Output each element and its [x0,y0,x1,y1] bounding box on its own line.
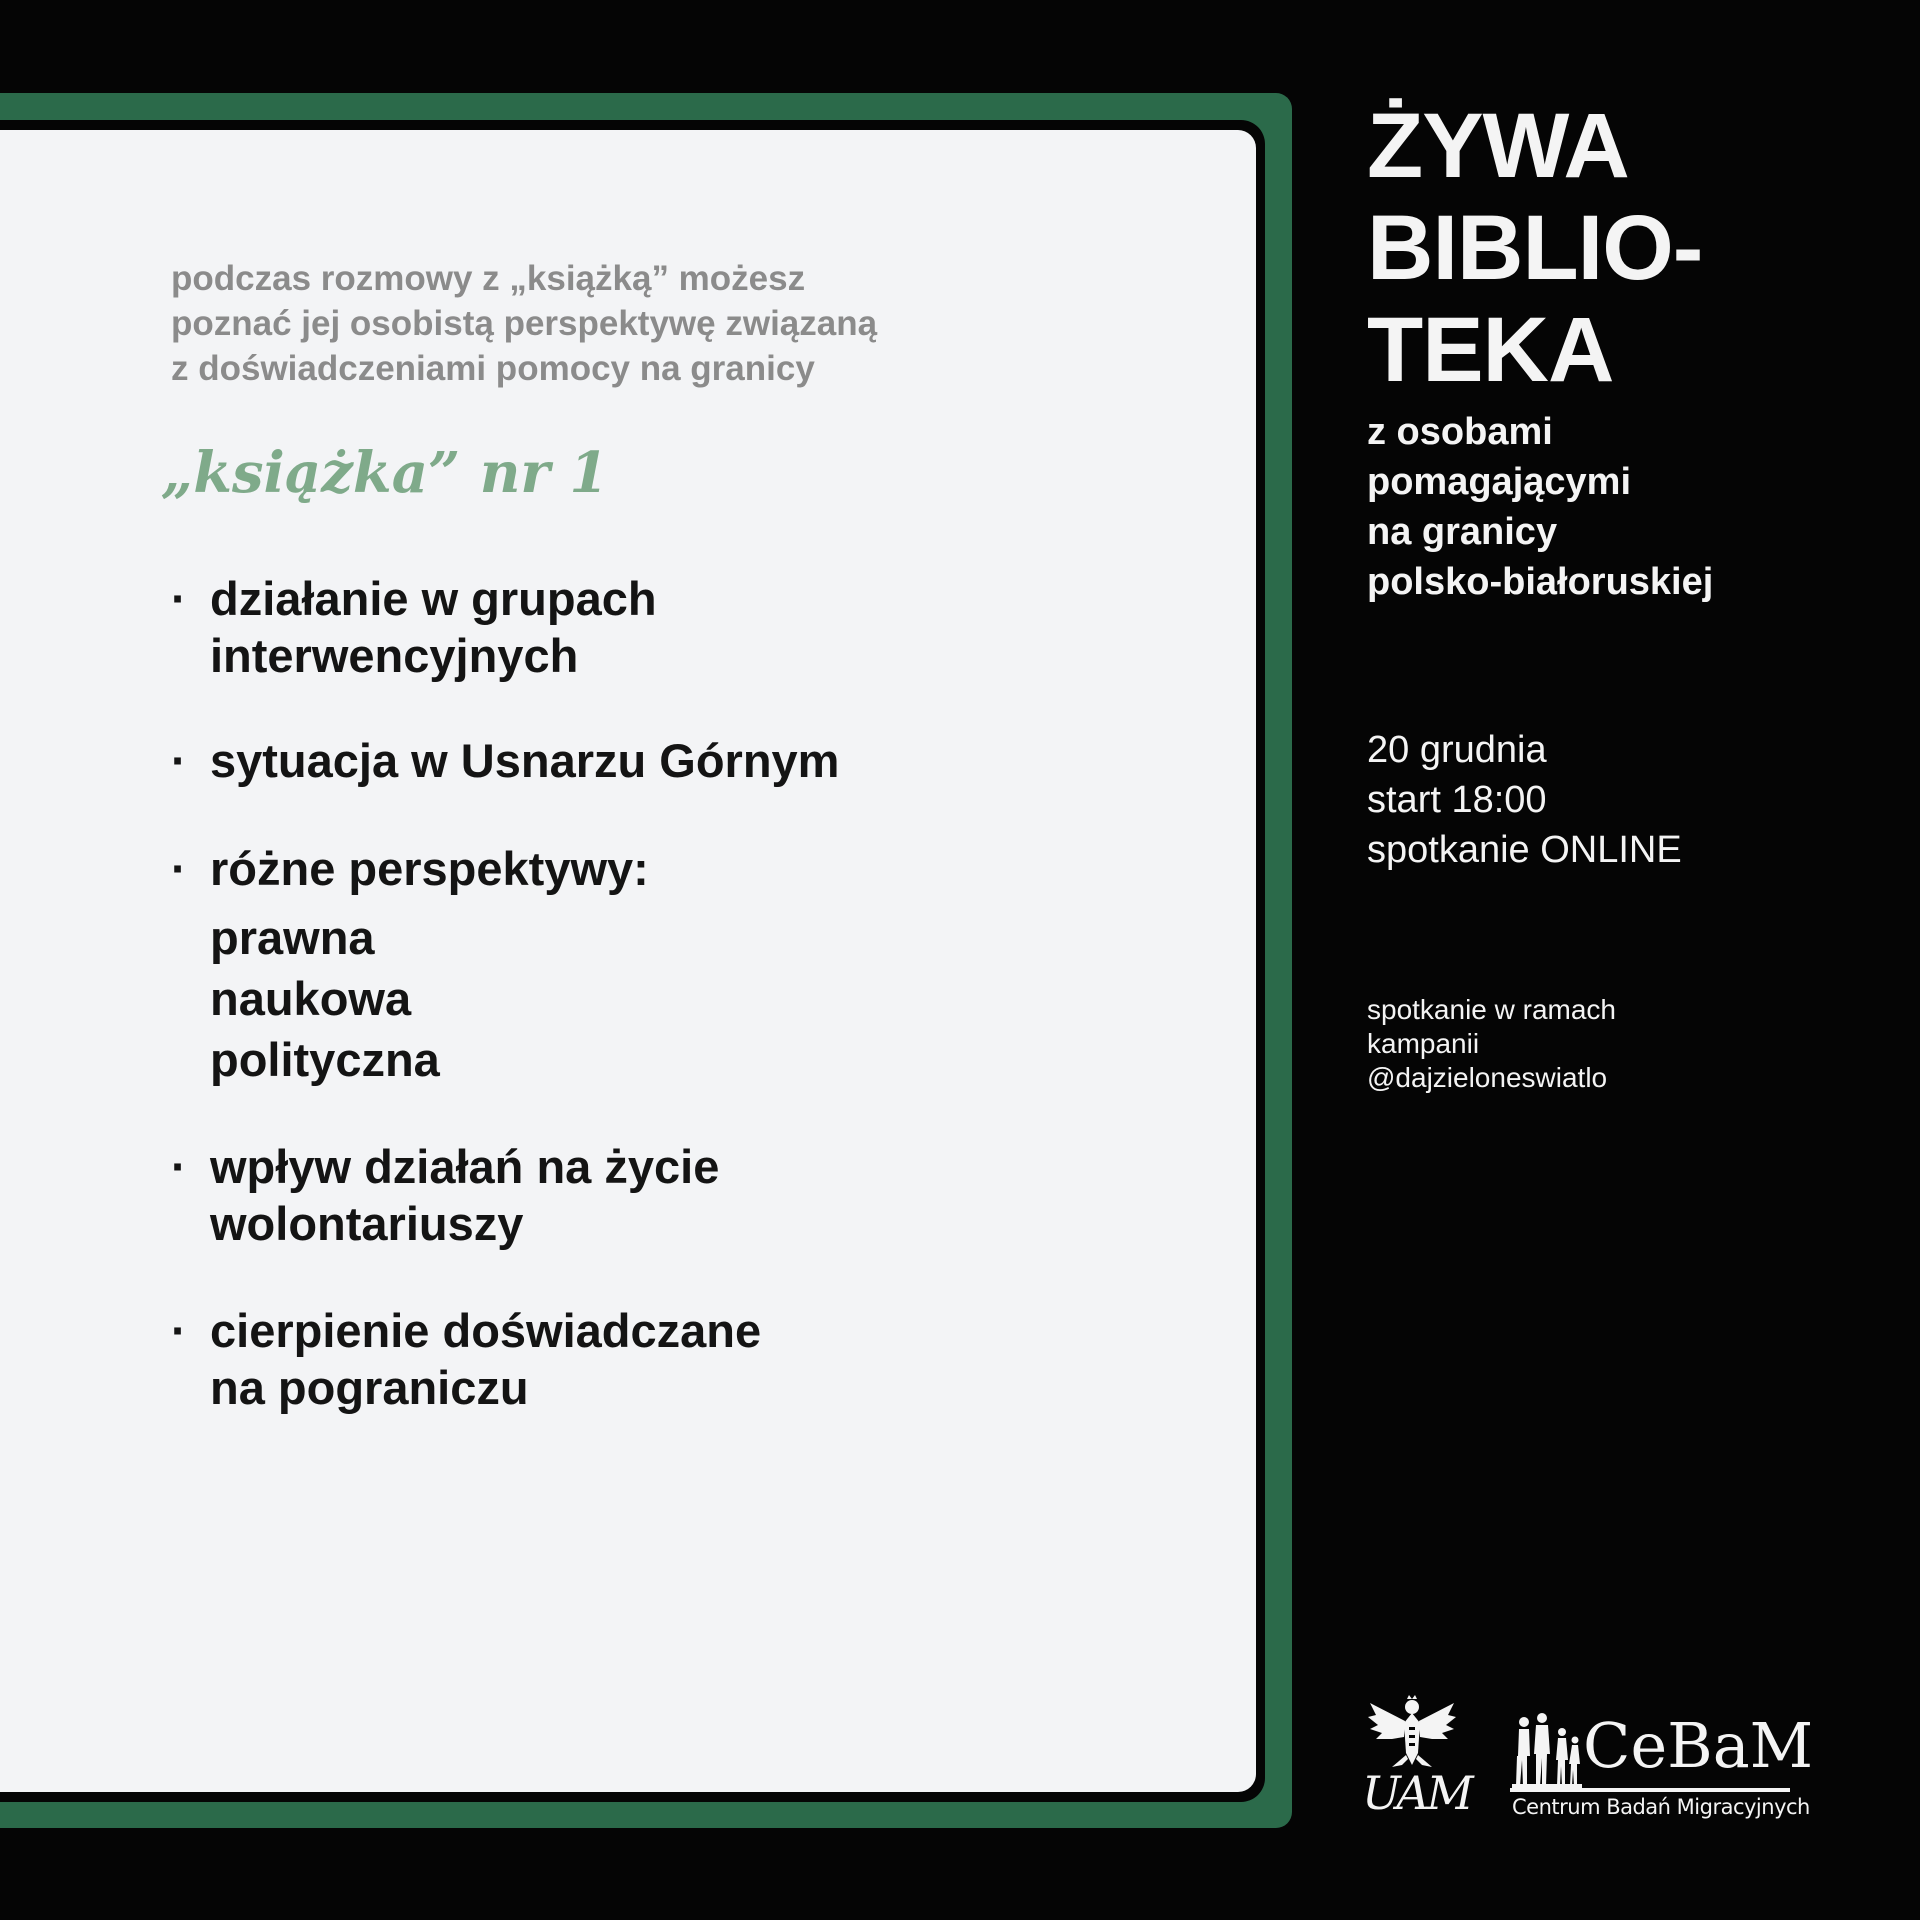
intro-text [171,256,931,391]
topic-item [171,732,839,789]
campaign-line: kampanii [1367,1028,1480,1059]
uam-logo [1362,1693,1471,1820]
bullet: · [171,1304,187,1357]
cebam-logo [1510,1709,1814,1820]
topic-line: różne perspektywy: [210,842,649,895]
event-format: spotkanie ONLINE [1367,829,1682,871]
campaign-info [1367,993,1616,1095]
topic-line: działanie w grupach [210,572,657,625]
topic-item [171,1302,761,1416]
topic-item [171,840,649,1090]
event-date: 20 grudnia [1367,729,1547,771]
topic-sublist [210,907,649,1090]
subtitle-line: z osobami [1367,411,1553,453]
campaign-handle: @dajzieloneswiatlo [1367,1062,1608,1093]
intro-line: poznać jej osobistą perspektywę związaną [171,304,878,343]
topic-subitem: prawna [210,911,375,964]
cebam-divider [1510,1788,1790,1792]
bullet: · [171,842,187,895]
topic-line: wolontariuszy [210,1197,524,1250]
title-line: TEKA [1367,299,1614,401]
eagle-icon [1362,1693,1462,1773]
bullet: · [171,572,187,625]
event-details [1367,725,1682,875]
bullet: · [171,734,187,787]
subtitle-line: pomagającymi [1367,461,1631,503]
topic-line: interwencyjnych [210,629,579,682]
cebam-wordmark: CeBaM [1583,1709,1814,1782]
book-title: „książka” nr 1 [161,440,609,506]
subtitle-line: na granicy [1367,511,1558,553]
event-time: start 18:00 [1367,779,1547,821]
uam-wordmark: UAM [1362,1766,1471,1820]
intro-line: z doświadczeniami pomocy na granicy [171,349,815,388]
title-line: BIBLIO- [1367,197,1703,299]
topic-item [171,1138,719,1252]
topic-line: wpływ działań na życie [210,1140,720,1193]
intro-line: podczas rozmowy z „książką” możesz [171,259,806,298]
topic-subitem: naukowa [210,972,412,1025]
poster-subtitle [1367,407,1713,607]
cebam-fullname: Centrum Badań Migracyjnych [1512,1795,1810,1819]
title-line: ŻYWA [1367,95,1629,197]
topic-line: na pograniczu [210,1361,529,1414]
campaign-line: spotkanie w ramach [1367,994,1617,1025]
bullet: · [171,1140,187,1193]
topic-subitem: polityczna [210,1033,440,1086]
subtitle-line: polsko-białoruskiej [1367,561,1714,603]
people-icon [1512,1712,1582,1788]
topic-line: sytuacja w Usnarzu Górnym [210,734,840,787]
topic-item [171,570,657,684]
poster-title [1367,95,1702,401]
topic-line: cierpienie doświadczane [210,1304,762,1357]
